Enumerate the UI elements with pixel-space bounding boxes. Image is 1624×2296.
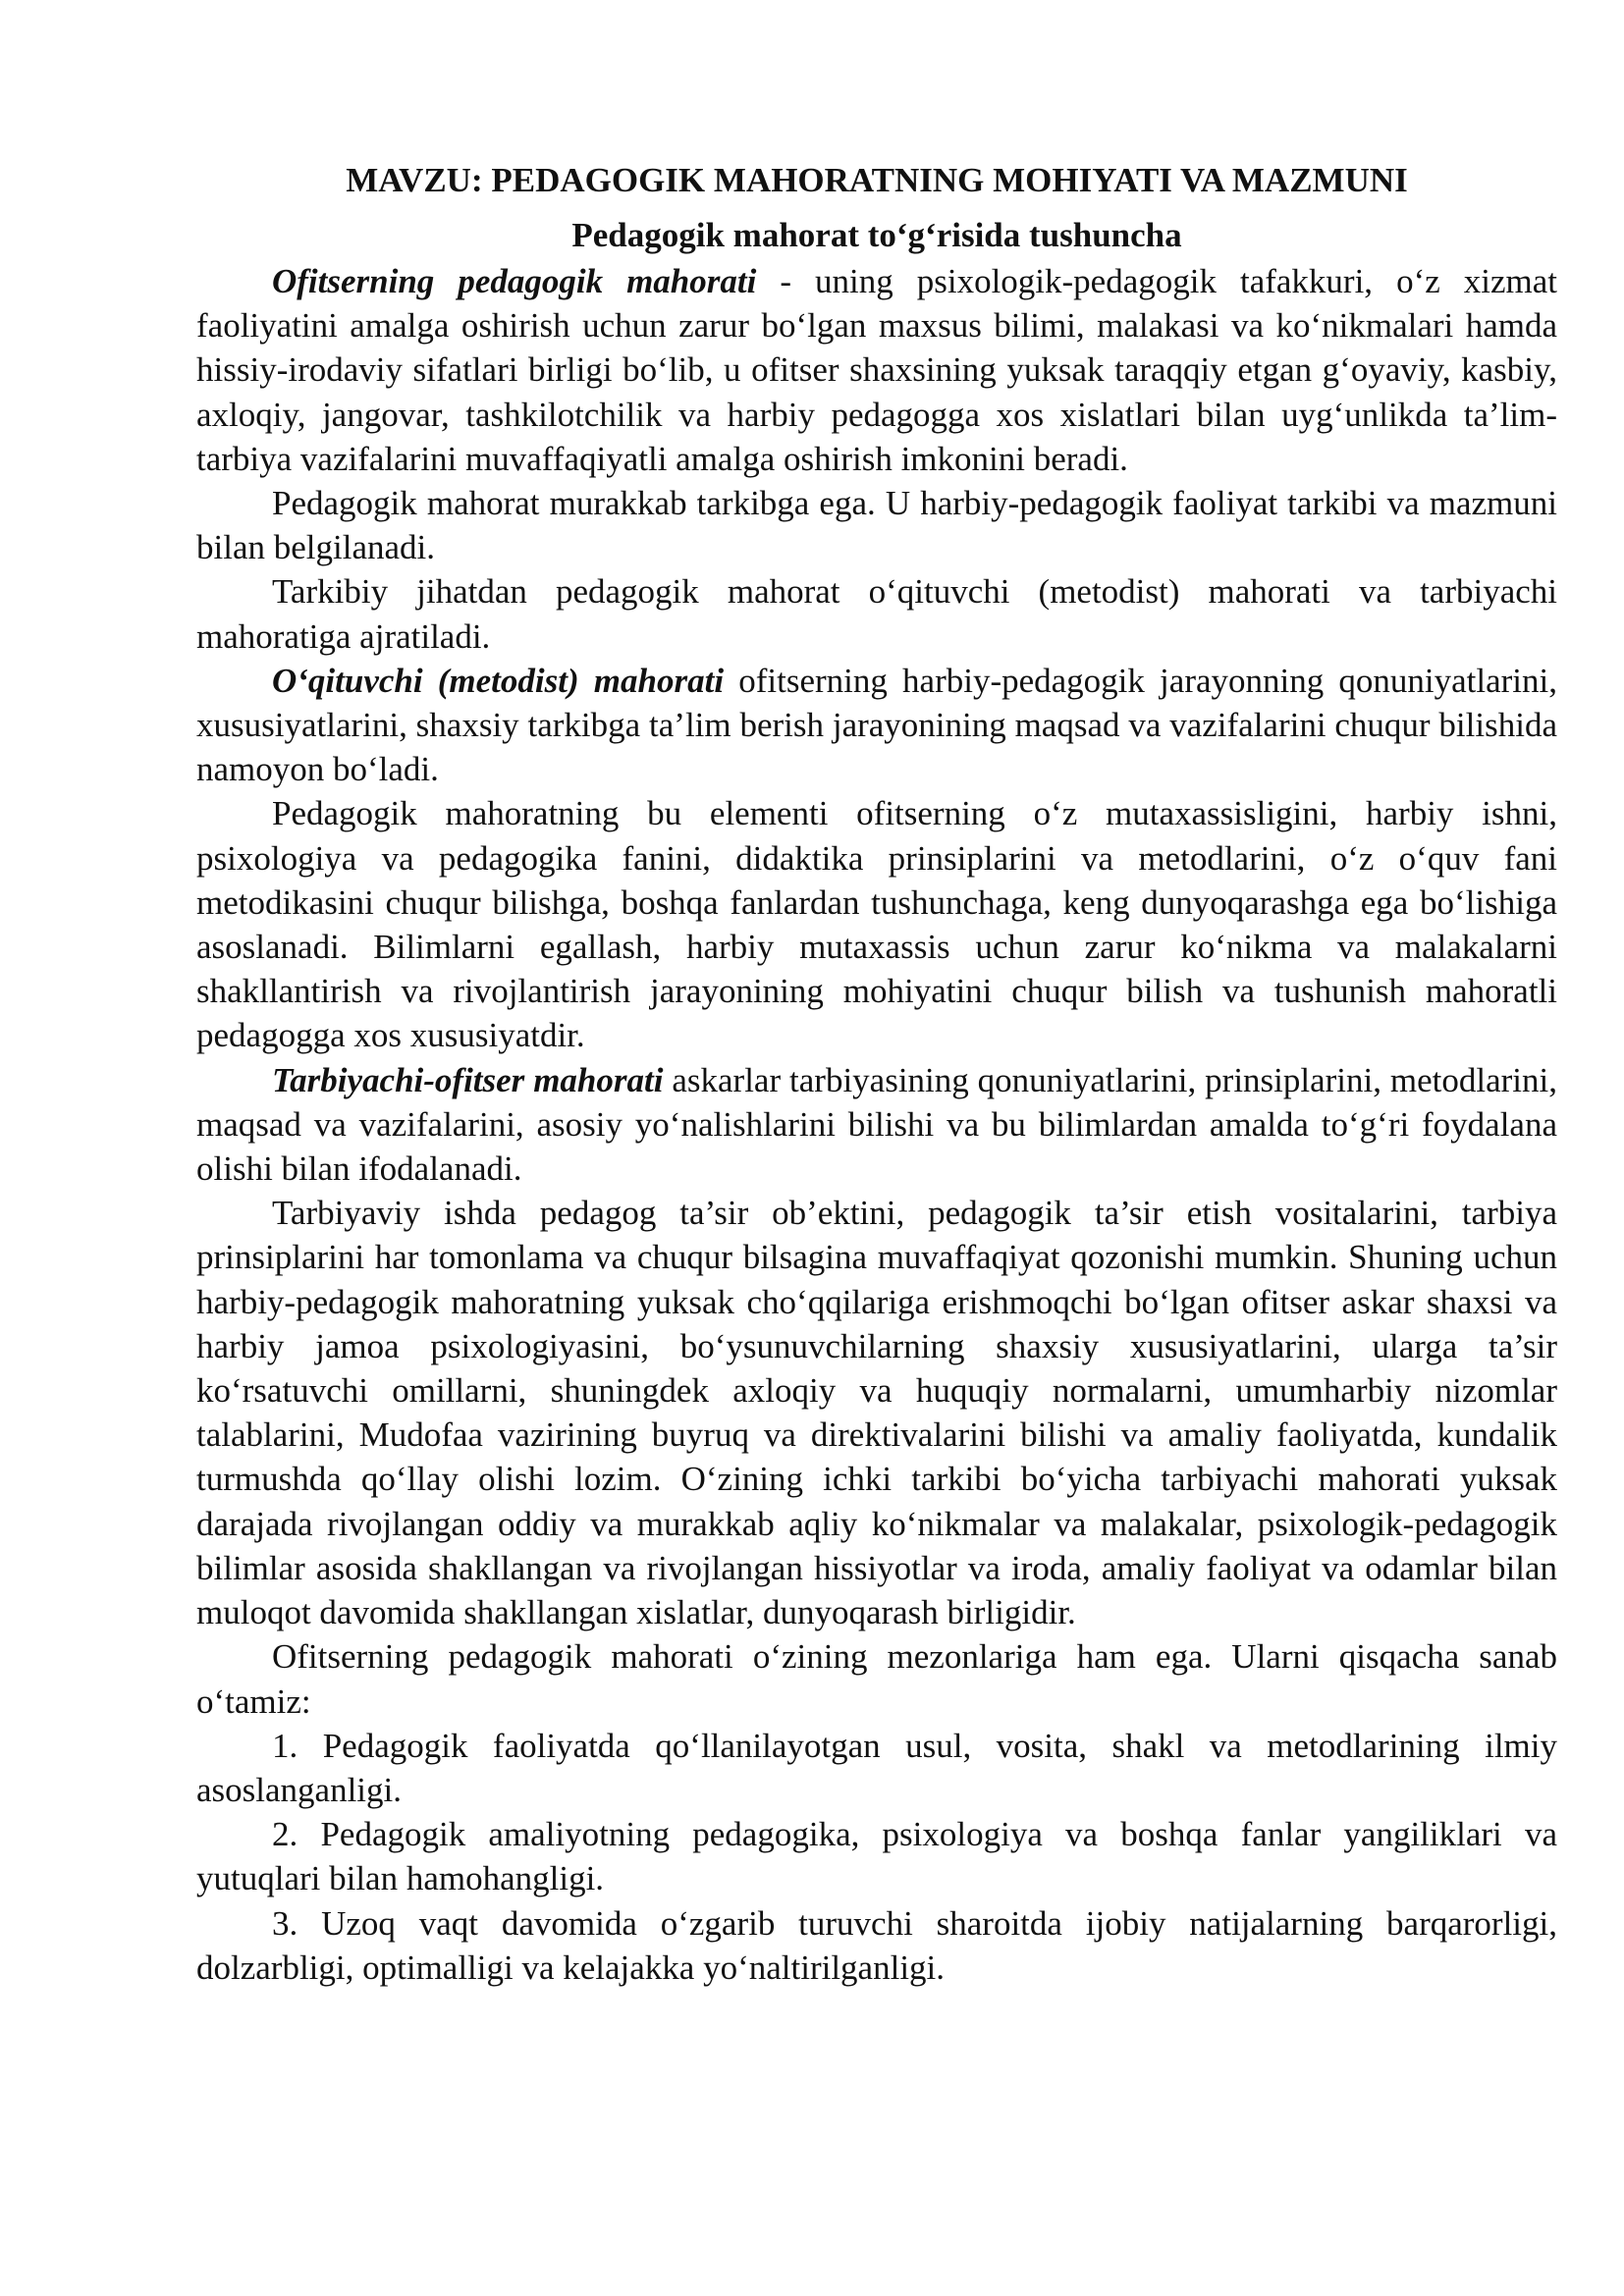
paragraph-3: Tarkibiy jihatdan pedagogik mahorat o‘qituvchi (metodist) mahorati va tarbiyachi mahoratiga ajratiladi. <box>196 572 1557 656</box>
paragraph-2: Pedagogik mahorat murakkab tarkibga ega. U harbiy-pedagogik faoliyat tarkibi va mazmuni bilan belgilanadi. <box>196 484 1557 567</box>
paragraph-5: Pedagogik mahoratning bu elementi ofitserning o‘z mutaxassisligini, harbiy ishni, psixologiya va pedagogika fanini, didaktika prinsiplarini va metodlarini, o‘z o‘quv fani metodikasini chuqur bilishga, boshqa fanlardan tushunchaga, keng dunyoqarashga ega bo‘lishiga asoslanadi. Bilimlarni egallash, harbiy mutaxassis uchun zarur ko‘nikma va malakalarni shakllantirish va rivojlantirish jarayonining mohiyatini chuqur bilish va tushunish mahoratli pedagogga xos xususiyatdir. <box>196 794 1557 1055</box>
document-page <box>196 147 1557 1990</box>
paragraph-7: Tarbiyaviy ishda pedagog ta’sir ob’ektini, pedagogik ta’sir etish vositalarini, tarbiya prinsiplarini har tomonlama va chuqur bilsagina muvaffaqiyat qozonishi mumkin. Shuning uchun harbiy-pedagogik mahoratning yuksak cho‘qqilariga erishmoqchi bo‘lgan ofitser askar shaxsi va harbiy jamoa psixologiyasini, bo‘ysunuvchilarning shaxsiy xususiyatlarini, ularga ta’sir ko‘rsatuvchi omillarni, shuningdek axloqiy va huquqiy normalarni, umumharbiy nizomlar talablarini, Mudofaa vazirining buyruq va direktivalarini bilishi va amaliy faoliyatda, kundalik turmushda qo‘llay olishi lozim. O‘zining ichki tarkibi bo‘yicha tarbiyachi mahorati yuksak darajada rivojlangan oddiy va murakkab aqliy ko‘nikmalar va malakalar, psixologik-pedagogik bilimlar asosida shakllangan va rivojlangan hissiyotlar va iroda, amaliy faoliyat va odamlar bilan muloqot davomida shakllangan xislatlar, dunyoqarash birligidir. <box>196 1194 1557 1632</box>
term-tarbiyachi-mahorati: Tarbiyachi-ofitser mahorati <box>272 1060 664 1099</box>
paragraph-text: - uning psixologik-pedagogik tafakkuri, o‘z xizmat faoliyatini amalga oshirish uchun zarur bo‘lgan maxsus bilimi, malakasi va ko‘nikmalari hamda hissiy-irodaviy sifatlari birligi bo‘lib, u ofitser shaxsining yuksak taraqqiy etgan g‘oyaviy, kasbiy, axloqiy, jangovar, tashkilotchilik va harbiy pedagogga xos xislatlari bilan uyg‘unlikda ta’lim-tarbiya vazifalarini muvaffaqiyatli amalga oshirish imkonini beradi. <box>196 262 1557 478</box>
paragraph-6 <box>196 1058 1557 1192</box>
paragraph-text: ofitserning harbiy-pedagogik jarayonning qonuniyatlarini, xususiyatlarini, shaxsiy tarkibga ta’lim berish jarayonining maqsad va vazifalarini chuqur bilishida namoyon bo‘ladi. <box>196 661 1557 789</box>
paragraph-1 <box>196 259 1557 481</box>
paragraph-text: askarlar tarbiyasining qonuniyatlarini, prinsiplarini, metodlarini, maqsad va vazifalarini, asosiy yo‘nalishlarini bilishi va bu bilimlardan amalda to‘g‘ri foydalana olishi bilan ifodalanadi. <box>196 1060 1557 1189</box>
document-subtitle: Pedagogik mahorat to‘g‘risida tushuncha <box>571 216 1182 254</box>
list-item-1: 1. Pedagogik faoliyatda qo‘llanilayotgan usul, vosita, shakl va metodlarining ilmiy asoslanganligi. <box>196 1726 1557 1809</box>
paragraph-8: Ofitserning pedagogik mahorati o‘zining mezonlariga ham ega. Ularni qisqacha sanab o‘tamiz: <box>196 1637 1557 1721</box>
list-item-3: 3. Uzoq vaqt davomida o‘zgarib turuvchi sharoitda ijobiy natijalarning barqarorligi, dolzarbligi, optimalligi va kelajakka yo‘naltirilganligi. <box>196 1903 1557 1987</box>
paragraph-4 <box>196 659 1557 792</box>
term-ofitser-mahorati: Ofitserning pedagogik mahorati <box>272 262 757 300</box>
document-title: MAVZU: PEDAGOGIK MAHORATNING MOHIYATI VA MAZMUNI <box>346 161 1408 199</box>
term-oqituvchi-mahorati: O‘qituvchi (metodist) mahorati <box>272 661 725 700</box>
list-item-2: 2. Pedagogik amaliyotning pedagogika, psixologiya va boshqa fanlar yangiliklari va yutuqlari bilan hamohangligi. <box>196 1815 1557 1898</box>
